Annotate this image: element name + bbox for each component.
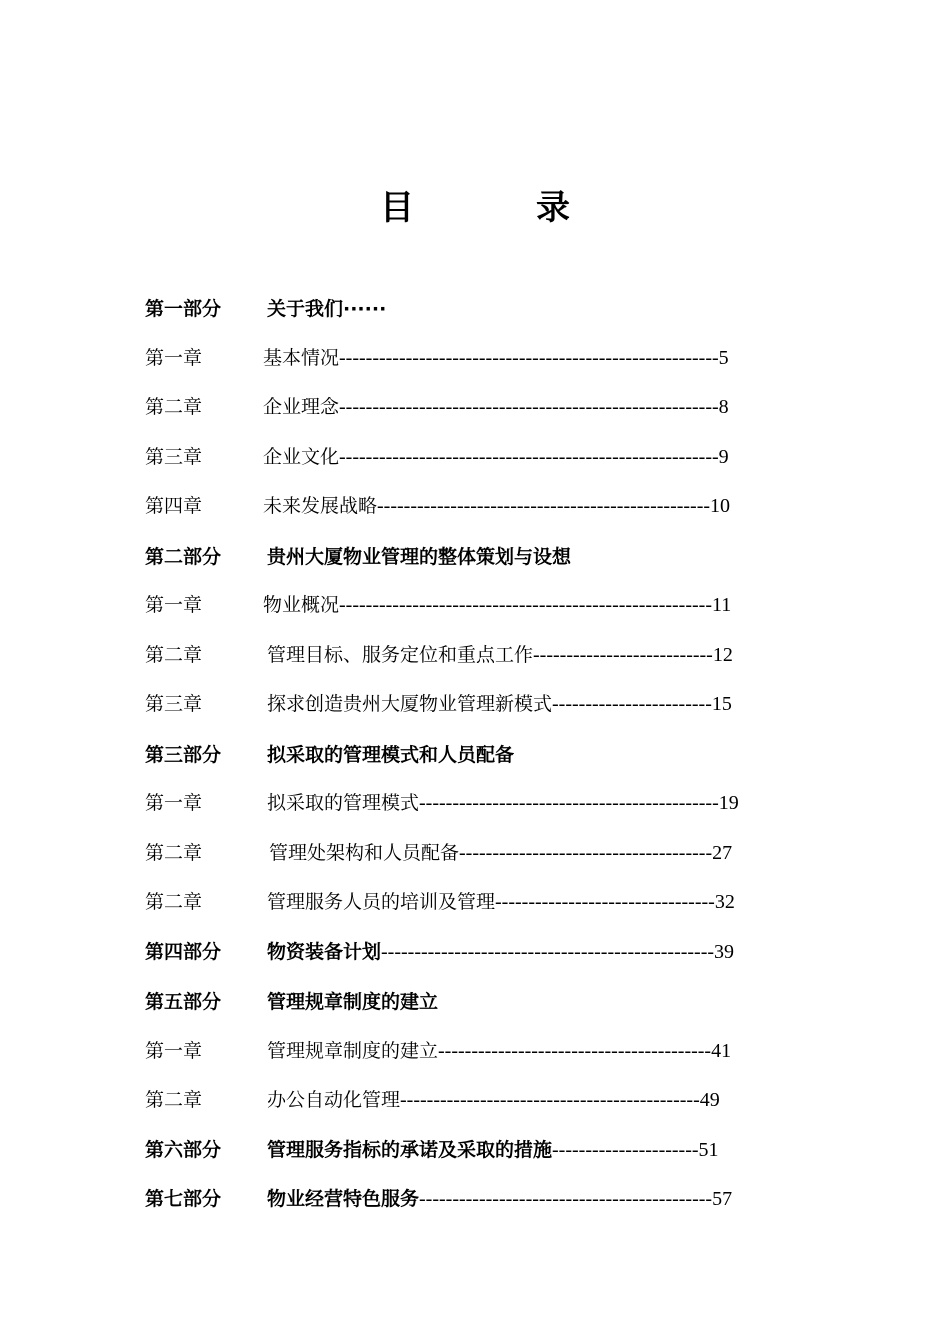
toc-entry-title: 管理服务人员的培训及管理 xyxy=(267,891,496,913)
toc-entry-title: 企业理念 xyxy=(263,396,340,418)
toc-entry-title: 物业概况 xyxy=(263,594,340,616)
toc-entry-number: 第二章 xyxy=(145,644,203,666)
toc-entry-number: 第二章 xyxy=(145,396,203,418)
toc-leader-dots: --------------------------------------------- xyxy=(400,1089,700,1111)
toc-entry-number: 第三章 xyxy=(145,693,203,715)
toc-leader-dots: ------------------------ xyxy=(552,693,712,715)
toc-page-number: 49 xyxy=(699,1089,720,1111)
toc-leader-dots: ----------------------------------------- xyxy=(438,1040,712,1062)
toc-title xyxy=(0,180,950,230)
toc-entry-number: 第五部分 xyxy=(145,991,222,1013)
toc-page-number: 8 xyxy=(718,396,729,418)
toc-page-number: 9 xyxy=(718,446,729,468)
toc-entry-number: 第二章 xyxy=(145,842,203,864)
toc-entry-number: 第二部分 xyxy=(145,546,222,568)
toc-entry-title: 未来发展战略 xyxy=(263,495,378,517)
toc-page-number: 32 xyxy=(714,891,735,913)
toc-leader-dots: -------------------------------------------- xyxy=(419,1188,713,1210)
toc-leader-dots: --------------------------------------------------------- xyxy=(339,396,719,418)
toc-entry-title: 拟采取的管理模式和人员配备 xyxy=(267,744,515,766)
toc-page-number: 27 xyxy=(712,842,733,864)
toc-page-number: 57 xyxy=(712,1188,733,1210)
toc-entry-number: 第四部分 xyxy=(145,941,222,963)
toc-entry-title: 办公自动化管理 xyxy=(267,1089,401,1111)
toc-page-number: 12 xyxy=(712,644,733,666)
toc-page-number: 15 xyxy=(711,693,732,715)
toc-entry-title: 管理处架构和人员配备 xyxy=(269,842,460,864)
toc-leader-dots: --------------------------------------------- xyxy=(419,792,719,814)
toc-page-number: 10 xyxy=(710,495,731,517)
toc-title-right: 录 xyxy=(536,188,570,228)
toc-entry-number: 第一章 xyxy=(145,347,203,369)
toc-page-number: 51 xyxy=(698,1139,719,1161)
toc-entry-title: 管理服务指标的承诺及采取的措施 xyxy=(267,1139,553,1161)
toc-entry-number: 第三章 xyxy=(145,446,203,468)
toc-entry-number: 第一章 xyxy=(145,1040,203,1062)
toc-entry-title: 管理目标、服务定位和重点工作 xyxy=(267,644,534,666)
toc-entry-title: 拟采取的管理模式 xyxy=(267,792,420,814)
toc-entry-number: 第二章 xyxy=(145,1089,203,1111)
toc-entry-title: 企业文化 xyxy=(263,446,340,468)
toc-entry-title: 管理规章制度的建立 xyxy=(267,1040,439,1062)
toc-entry-number: 第一章 xyxy=(145,792,203,814)
toc-entry-number: 第三部分 xyxy=(145,744,222,766)
toc-leader-dots: --------------------------- xyxy=(533,644,713,666)
toc-page-number: 39 xyxy=(714,941,735,963)
toc-entry-number: 第一部分 xyxy=(145,298,222,320)
toc-leader-dots: -------------------------------------------------- xyxy=(377,495,711,517)
toc-leader-dots: --------------------------------------------------------- xyxy=(339,347,719,369)
toc-leader-dots: ---------------------- xyxy=(552,1139,699,1161)
toc-page-number: 11 xyxy=(711,594,732,616)
toc-page-number: 41 xyxy=(711,1040,732,1062)
toc-entry-title: 探求创造贵州大厦物业管理新模式 xyxy=(267,693,553,715)
toc-entry-number: 第一章 xyxy=(145,594,203,616)
toc-entry-number: 第四章 xyxy=(145,495,203,517)
toc-entry-title: 物业经营特色服务 xyxy=(267,1188,420,1210)
toc-entry-title: 物资装备计划 xyxy=(267,941,382,963)
toc-leader-dots: -------------------------------------------------------- xyxy=(339,594,712,616)
toc-page-number: 5 xyxy=(718,347,729,369)
toc-leader-dots: --------------------------------- xyxy=(495,891,715,913)
toc-leader-dots: --------------------------------------------------------- xyxy=(339,446,719,468)
toc-entry-number: 第六部分 xyxy=(145,1139,222,1161)
toc-entry-title: 关于我们······ xyxy=(267,298,387,320)
toc-entry-title: 管理规章制度的建立 xyxy=(267,991,439,1013)
toc-entry-number: 第七部分 xyxy=(145,1188,222,1210)
toc-entry-title: 贵州大厦物业管理的整体策划与设想 xyxy=(267,546,572,568)
toc-leader-dots: -------------------------------------- xyxy=(459,842,713,864)
toc-entry-number: 第二章 xyxy=(145,891,203,913)
toc-leader-dots: -------------------------------------------------- xyxy=(381,941,715,963)
toc-page-number: 19 xyxy=(718,792,739,814)
toc-entry-title: 基本情况 xyxy=(263,347,340,369)
toc-title-left: 目 xyxy=(380,188,414,228)
